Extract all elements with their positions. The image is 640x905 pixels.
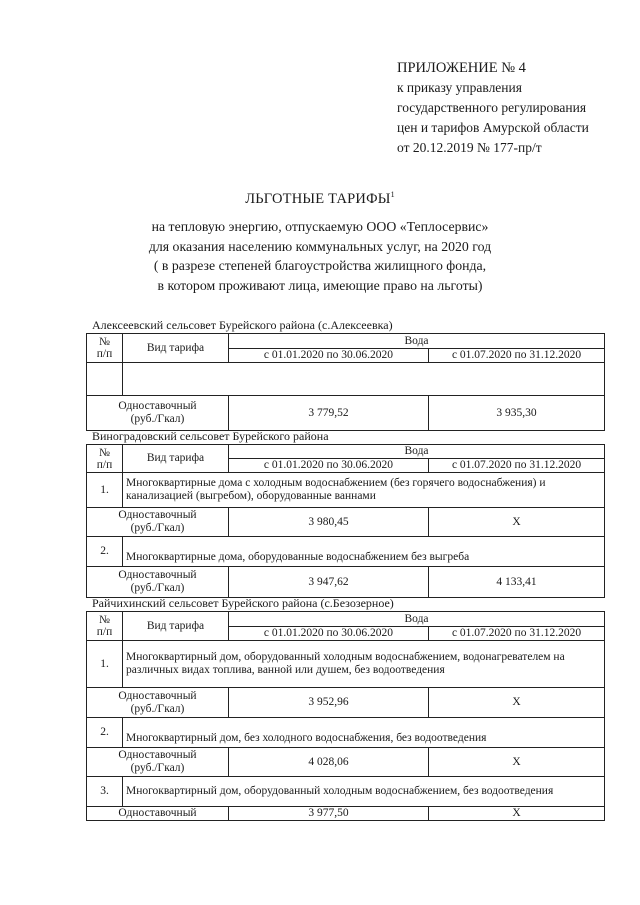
value-period-1: 3 977,50 — [229, 807, 429, 821]
row-description: Многоквартирный дом, оборудованный холодным водоснабжением, без водоотведения — [123, 777, 605, 807]
header-number: № п/п — [87, 445, 123, 473]
value-period-1: 3 947,62 — [229, 567, 429, 598]
tariff-table-vinogradovsky — [86, 444, 605, 598]
row-description: Многоквартирный дом, без холодного водоснабжения, без водоотведения — [123, 718, 605, 748]
appendix-block — [397, 58, 637, 158]
subtitle-line: для оказания населению коммунальных услуг, на 2020 год — [148, 238, 492, 254]
table-row — [87, 777, 605, 807]
document-subtitle — [0, 217, 640, 295]
value-period-2: X — [429, 748, 605, 777]
tariff-type-cell: Одноставочный (руб./Гкал) — [87, 567, 229, 598]
empty-number-cell — [87, 363, 123, 396]
header-period-1: с 01.01.2020 по 30.06.2020 — [229, 627, 429, 641]
appendix-line: к приказу управления — [397, 80, 522, 95]
table-row — [87, 718, 605, 748]
row-number: 1. — [87, 473, 123, 508]
header-tariff-type: Вид тарифа — [123, 334, 229, 363]
row-description: Многоквартирные дома, оборудованные водоснабжением без выгреба — [123, 537, 605, 567]
header-water: Вода — [229, 334, 605, 349]
table-row — [87, 807, 605, 821]
value-period-1: 3 779,52 — [229, 396, 429, 431]
header-period-2: с 01.07.2020 по 31.12.2020 — [429, 349, 605, 363]
tariff-type-cell: Одноставочный (руб./Гкал) — [87, 396, 229, 431]
table-row — [87, 508, 605, 537]
row-description: Многоквартирные дома с холодным водоснабжением (без горячего водоснабжения) и канализацией (выгребом), оборудованные ваннами — [123, 473, 605, 508]
header-period-1: с 01.01.2020 по 30.06.2020 — [229, 459, 429, 473]
tariff-type-cell: Одноставочный (руб./Гкал) — [87, 508, 229, 537]
table-row — [87, 748, 605, 777]
header-tariff-type: Вид тарифа — [123, 445, 229, 473]
table-row — [87, 396, 605, 431]
subtitle-line: в котором проживают лица, имеющие право на льготы) — [157, 277, 483, 293]
section-title-raichikhinsky: Райчихинский сельсовет Бурейского района (с.Безозерное) — [92, 596, 394, 610]
row-number: 3. — [87, 777, 123, 807]
footnote-marker: 1 — [390, 190, 395, 199]
tariff-type-cell: Одноставочный (руб./Гкал) — [87, 748, 229, 777]
header-tariff-type: Вид тарифа — [123, 612, 229, 641]
tariff-type-cell: Одноставочный (руб./Гкал) — [87, 688, 229, 718]
header-number: № п/п — [87, 612, 123, 641]
table-row — [87, 688, 605, 718]
header-water: Вода — [229, 612, 605, 627]
value-period-2: X — [429, 688, 605, 718]
appendix-line: государственного регулирования — [397, 100, 587, 115]
header-water: Вода — [229, 445, 605, 459]
row-number: 2. — [87, 537, 123, 567]
value-period-2: X — [429, 508, 605, 537]
value-period-1: 3 952,96 — [229, 688, 429, 718]
header-number: № п/п — [87, 334, 123, 363]
title-text: ЛЬГОТНЫЕ ТАРИФЫ — [245, 190, 391, 207]
header-period-2: с 01.07.2020 по 31.12.2020 — [429, 627, 605, 641]
table-row — [87, 537, 605, 567]
document-title — [0, 190, 640, 208]
appendix-line: цен и тарифов Амурской области — [397, 120, 589, 135]
table-row — [87, 473, 605, 508]
appendix-heading: ПРИЛОЖЕНИЕ № 4 — [397, 60, 526, 76]
header-period-2: с 01.07.2020 по 31.12.2020 — [429, 459, 605, 473]
subtitle-line: на тепловую энергию, отпускаемую ООО «Теплосервис» — [151, 219, 489, 234]
table-row — [87, 641, 605, 688]
tariff-table-raichikhinsky — [86, 611, 605, 821]
empty-description-cell — [123, 363, 605, 396]
row-description: Многоквартирный дом, оборудованный холодным водоснабжением, водонагревателем на различных видах топлива, ванной или душем, без водоотведения — [123, 641, 605, 688]
value-period-1: 3 980,45 — [229, 508, 429, 537]
tariff-type-cell: Одноставочный — [87, 807, 229, 821]
table-row — [87, 567, 605, 598]
subtitle-line: ( в разрезе степеней благоустройства жилищного фонда, — [153, 258, 487, 273]
value-period-2: 4 133,41 — [429, 567, 605, 598]
row-number: 2. — [87, 718, 123, 748]
value-period-1: 4 028,06 — [229, 748, 429, 777]
value-period-2: X — [429, 807, 605, 821]
appendix-line: от 20.12.2019 № 177-пр/т — [397, 140, 542, 155]
value-period-2: 3 935,30 — [429, 396, 605, 431]
section-title-vinogradovsky: Виноградовский сельсовет Бурейского района — [92, 429, 329, 443]
header-period-1: с 01.01.2020 по 30.06.2020 — [229, 349, 429, 363]
section-title-alekseevsky: Алексеевский сельсовет Бурейского района (с.Алексеевка) — [92, 318, 393, 332]
row-number: 1. — [87, 641, 123, 688]
tariff-table-alekseevsky — [86, 333, 605, 431]
